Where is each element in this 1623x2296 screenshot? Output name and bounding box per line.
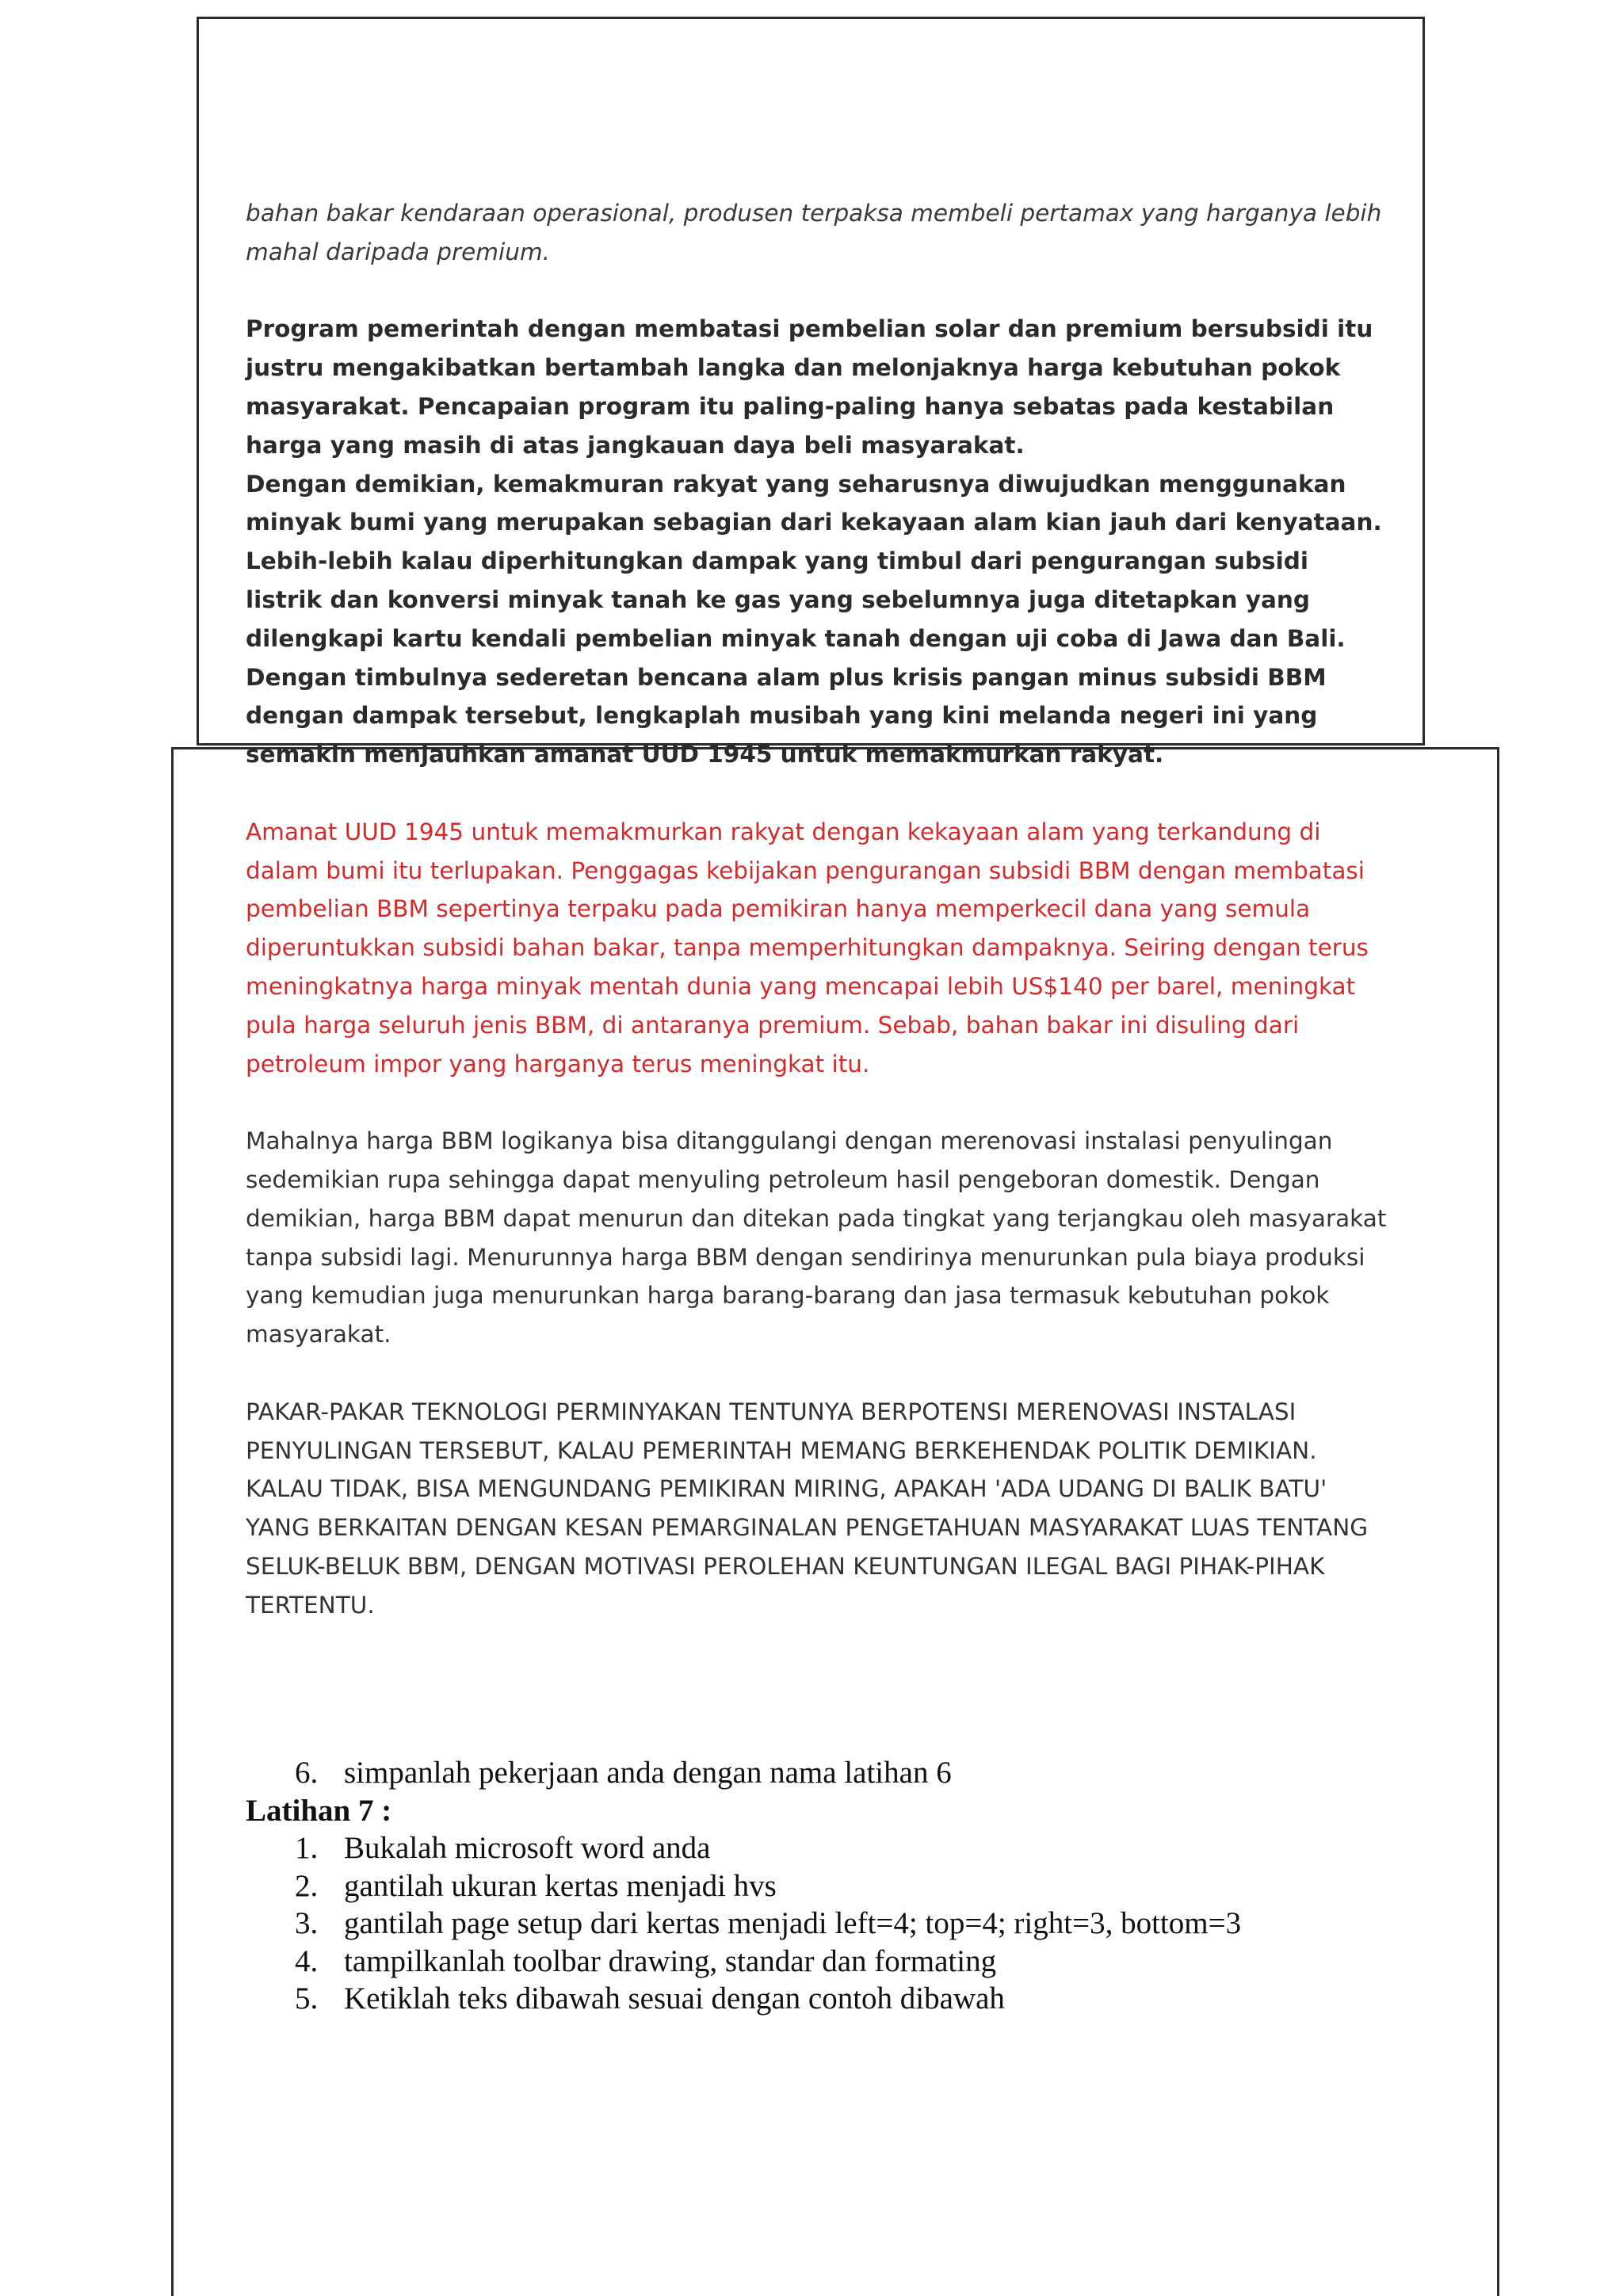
list-item — [246, 1943, 1434, 1981]
uppercase-paragraph: PAKAR-PAKAR TEKNOLOGI PERMINYAKAN TENTUNYA BERPOTENSI MERENOVASI INSTALASI PENYULINGAN TERSEBUT, KALAU PEMERINTAH MEMANG BERKEHENDAK POLITIK DEMIKIAN. KALAU TIDAK, BISA MENGUNDANG PEMIKIRAN MIRING, APAKAH 'ADA UDANG DI BALIK BATU' YANG BERKAITAN DENGAN KESAN PEMARGINALAN PENGETAHUAN MASYARAKAT LUAS TENTANG SELUK-BELUK BBM, DENGAN MOTIVASI PEROLEHAN KEUNTUNGAN ILEGAL BAGI PIHAK-PIHAK TERTENTU. — [246, 1398, 1369, 1619]
article-body — [246, 194, 1387, 1624]
list-text: simpanlah pekerjaan anda dengan nama latihan 6 — [344, 1756, 952, 1790]
list-text: gantilah ukuran kertas menjadi hvs — [344, 1868, 777, 1903]
list-number: 2. — [295, 1868, 319, 1903]
latihan-heading: Latihan 7 : — [246, 1793, 392, 1828]
list-number: 4. — [295, 1943, 319, 1978]
list-item — [246, 1829, 1434, 1867]
list-text: Ketiklah teks dibawah sesuai dengan contoh dibawah — [344, 1981, 1005, 2016]
italic-paragraph: bahan bakar kendaraan operasional, produsen terpaksa membeli pertamax yang harganya lebih mahal daripada premium. — [246, 200, 1382, 265]
list-item-prev — [246, 1754, 1434, 1792]
normal-paragraph: Mahalnya harga BBM logikanya bisa ditanggulangi dengan merenovasi instalasi penyulingan sedemikian rupa sehingga dapat menyuling petroleum hasil pengeboran domestik. Dengan demikian, harga BBM dapat menurun dan ditekan pada tingkat yang terjangkau oleh masyarakat tanpa subsidi lagi. Menurunnya harga BBM dengan sendirinya menurunkan pula biaya produksi yang kemudian juga menurunkan harga barang-barang dan jasa termasuk kebutuhan pokok masyarakat. — [246, 1127, 1387, 1348]
list-item — [246, 1867, 1434, 1905]
list-number: 6. — [295, 1756, 319, 1790]
bold-paragraph-1: Program pemerintah dengan membatasi pembelian solar dan premium bersubsidi itu justru mengakibatkan bertambah langka dan melonjaknya harga kebutuhan pokok masyarakat. Pencapaian program itu paling-paling hanya sebatas pada kestabilan harga yang masih di atas jangkauan daya beli masyarakat. — [246, 315, 1373, 459]
bold-paragraph-3: Dengan timbulnya sederetan bencana alam plus krisis pangan minus subsidi BBM dengan dampak tersebut, lengkaplah musibah yang kini melanda negeri ini yang semakin menjauhkan amanat UUD 1945 untuk memakmurkan rakyat. — [246, 663, 1327, 769]
exercise-list — [246, 1754, 1434, 2018]
list-text: tampilkanlah toolbar drawing, standar dan formating — [344, 1943, 997, 1978]
list-text: gantilah page setup dari kertas menjadi left=4; top=4; right=3, bottom=3 — [344, 1906, 1242, 1940]
list-number: 1. — [295, 1831, 319, 1865]
latihan-heading-line — [246, 1792, 1434, 1830]
list-text: Bukalah microsoft word anda — [344, 1831, 711, 1865]
list-number: 3. — [295, 1906, 319, 1940]
list-item — [246, 1980, 1434, 2018]
list-number: 5. — [295, 1981, 319, 2016]
bold-paragraph-2: Dengan demikian, kemakmuran rakyat yang seharusnya diwujudkan menggunakan minyak bumi yang merupakan sebagian dari kekayaan alam kian jauh dari kenyataan. Lebih-lebih kalau diperhitungkan dampak yang timbul dari pengurangan subsidi listrik dan konversi minyak tanah ke gas yang sebelumnya juga ditetapkan yang dilengkapi kartu kendali pembelian minyak tanah dengan uji coba di Jawa dan Bali. — [246, 470, 1382, 652]
red-paragraph: Amanat UUD 1945 untuk memakmurkan rakyat dengan kekayaan alam yang terkandung di dalam bumi itu terlupakan. Penggagas kebijakan pengurangan subsidi BBM dengan membatasi pembelian BBM sepertinya terpaku pada pemikiran hanya memperkecil dana yang semula diperuntukkan subsidi bahan bakar, tanpa memperhitungkan dampaknya. Seiring dengan terus meningkatnya harga minyak mentah dunia yang mencapai lebih US$140 per barel, meningkat pula harga seluruh jenis BBM, di antaranya premium. Sebab, bahan bakar ini disuling dari petroleum impor yang harganya terus meningkat itu. — [246, 818, 1369, 1077]
list-item — [246, 1905, 1434, 1943]
